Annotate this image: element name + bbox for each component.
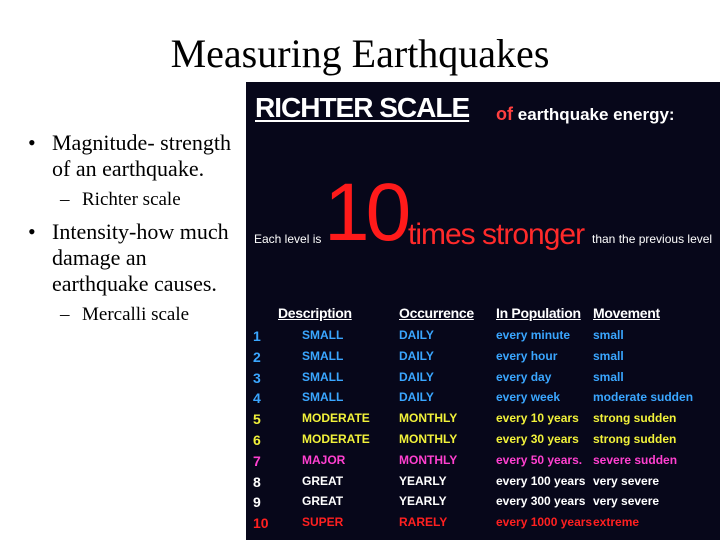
row-occurrence: DAILY — [399, 390, 434, 405]
row-occurrence: RARELY — [399, 515, 448, 530]
row-number: 2 — [253, 348, 261, 365]
row-occurrence: MONTHLY — [399, 432, 458, 446]
row-population: every 300 years — [496, 494, 586, 509]
row-number: 8 — [253, 473, 261, 490]
row-description: SMALL — [302, 348, 344, 363]
table-row — [246, 453, 720, 473]
table-row — [246, 515, 720, 535]
row-movement: moderate sudden — [593, 390, 694, 405]
big-ten: 10 — [324, 167, 408, 258]
sub-bullet-text: Richter scale — [82, 189, 181, 210]
row-description: SMALL — [302, 369, 344, 384]
header-population: In Population — [496, 305, 581, 321]
bullet-dot: • — [28, 130, 36, 155]
row-description: SUPER — [302, 515, 344, 530]
table-row — [246, 349, 720, 369]
row-occurrence: DAILY — [399, 369, 434, 384]
header-description: Description — [278, 305, 352, 321]
row-occurrence: DAILY — [399, 348, 434, 363]
row-occurrence: DAILY — [399, 328, 434, 342]
panel-subtitle-text: earthquake energy: — [517, 105, 675, 124]
row-occurrence: YEARLY — [399, 473, 447, 488]
row-occurrence: MONTHLY — [399, 411, 458, 426]
table-row — [246, 474, 720, 494]
row-occurrence: YEARLY — [399, 494, 447, 509]
row-movement: strong sudden — [593, 432, 677, 446]
panel-of: of — [496, 104, 513, 124]
slide-title: Measuring Earthquakes — [170, 31, 550, 76]
row-movement: strong sudden — [593, 411, 677, 426]
row-population: every hour — [496, 348, 558, 363]
row-population: every 50 years. — [496, 452, 583, 467]
table-row — [246, 328, 720, 348]
panel-subtitle — [496, 104, 675, 125]
row-population: every 30 years — [496, 432, 579, 446]
row-description: MAJOR — [302, 452, 346, 467]
row-occurrence: MONTHLY — [399, 452, 458, 467]
row-population: every 10 years — [496, 411, 579, 426]
panel-title: RICHTER SCALE — [255, 92, 470, 123]
header-movement: Movement — [593, 305, 660, 321]
row-number: 5 — [253, 411, 261, 428]
row-number: 1 — [253, 328, 261, 344]
row-population: every week — [496, 390, 561, 405]
row-number: 6 — [253, 432, 261, 448]
row-number: 7 — [253, 452, 261, 469]
bullet-text: Intensity-how much damage an earthquake causes. — [52, 219, 229, 296]
previous-level-text: than the previous level — [592, 232, 713, 246]
row-population: every day — [496, 369, 552, 384]
row-description: MODERATE — [302, 432, 370, 446]
table-row — [246, 411, 720, 431]
row-movement: small — [593, 369, 624, 384]
row-number: 9 — [253, 494, 261, 511]
row-number: 3 — [253, 369, 261, 386]
row-movement: severe sudden — [593, 452, 678, 467]
sub-bullet-richter — [26, 188, 241, 211]
each-level-text: Each level is — [254, 232, 322, 246]
bullet-text: Magnitude- strength of an earthquake. — [52, 130, 232, 181]
row-movement: very severe — [593, 494, 660, 509]
bullet-magnitude — [26, 130, 241, 182]
row-movement: small — [593, 328, 624, 342]
table-row — [246, 494, 720, 514]
bullet-dash: – — [60, 189, 70, 210]
row-description: SMALL — [302, 328, 344, 342]
bullet-dash: – — [60, 304, 70, 325]
row-description: GREAT — [302, 473, 344, 488]
sub-bullet-text: Mercalli scale — [82, 304, 190, 325]
row-description: GREAT — [302, 494, 344, 509]
table-row — [246, 390, 720, 410]
table-row — [246, 432, 720, 452]
table-row — [246, 370, 720, 390]
row-description: MODERATE — [302, 411, 370, 426]
row-description: SMALL — [302, 390, 344, 405]
bullet-list — [26, 130, 241, 334]
bullet-intensity — [26, 219, 241, 297]
row-movement: extreme — [593, 515, 640, 530]
row-number: 10 — [253, 515, 269, 532]
row-population: every minute — [496, 328, 571, 342]
bullet-dot: • — [28, 219, 36, 244]
header-occurrence: Occurrence — [399, 305, 474, 321]
sub-bullet-mercalli — [26, 303, 241, 326]
richter-scale-panel — [246, 82, 720, 540]
row-movement: very severe — [593, 473, 660, 488]
row-population: every 1000 years — [496, 515, 593, 530]
row-population: every 100 years — [496, 473, 586, 488]
row-movement: small — [593, 348, 624, 363]
row-number: 4 — [253, 390, 261, 407]
times-stronger-text: times stronger — [408, 218, 585, 251]
